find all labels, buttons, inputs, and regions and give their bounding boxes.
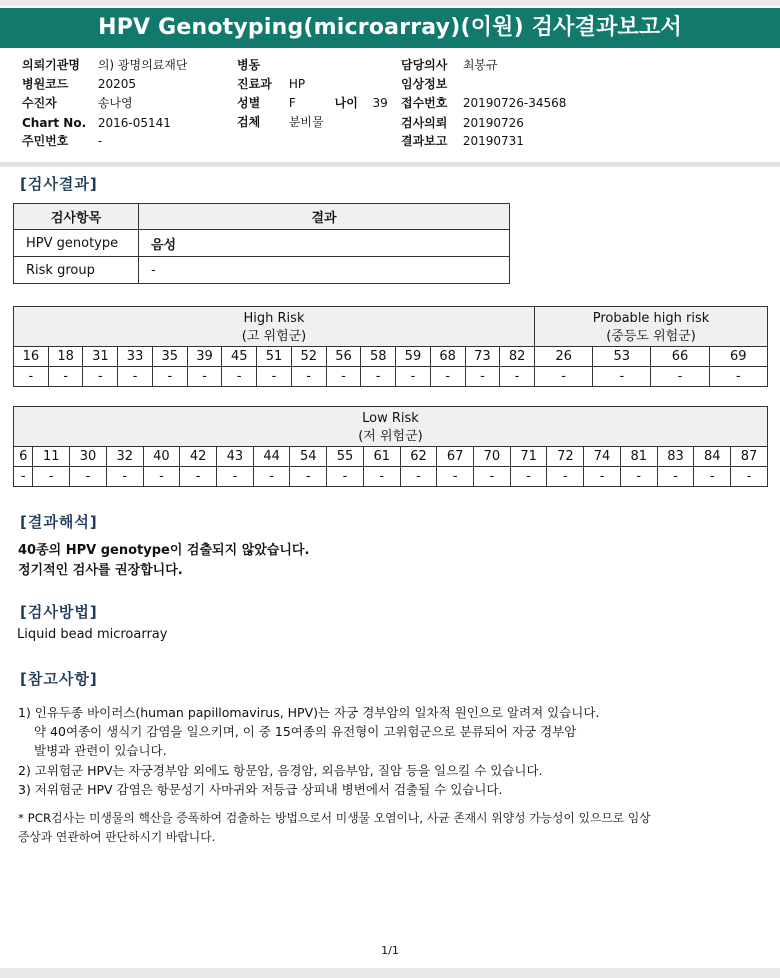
receipt-label: 접수번호 — [401, 96, 448, 110]
bottom-border — [0, 968, 780, 978]
specimen-label: 검체 — [237, 115, 261, 129]
genotype-cell: 58 — [361, 347, 396, 367]
genotype-cell: 26 — [535, 347, 593, 367]
table-cell: - — [327, 467, 364, 487]
genotype-result-cell: - — [465, 367, 500, 387]
genotype-cell: 52 — [291, 347, 326, 367]
resident-value: - — [97, 134, 103, 148]
institution-value: 의) 광명의료재단 — [97, 58, 188, 72]
table-cell: 32 — [106, 447, 143, 467]
table-cell: - — [657, 467, 694, 487]
genotype-cell: 35 — [152, 347, 187, 367]
table-row — [14, 257, 510, 284]
report-label: 결과보고 — [401, 134, 448, 148]
dept-value: HP — [288, 77, 306, 91]
result-item: Risk group — [14, 257, 139, 284]
low-risk-header — [14, 407, 768, 447]
table-cell: 54 — [290, 447, 327, 467]
table-cell: - — [290, 467, 327, 487]
table-cell: - — [363, 467, 400, 487]
resident-label: 주민번호 — [22, 134, 69, 148]
notes-section-title: [참고사항] — [20, 670, 98, 688]
genotype-cell: 56 — [326, 347, 361, 367]
probable-risk-title: Probable high risk — [592, 310, 710, 326]
table-cell: 6 — [14, 447, 33, 467]
dept-label: 진료과 — [237, 77, 272, 91]
genotype-result-cell: - — [709, 367, 767, 387]
sex-value: F — [288, 96, 296, 110]
method-text: Liquid bead microarray — [17, 627, 168, 642]
genotype-result-cell: - — [593, 367, 651, 387]
hospital-code-label: 병원코드 — [22, 77, 69, 91]
low-risk-title: Low Risk — [362, 410, 419, 426]
pcr-note-2: 증상과 연관하여 판단하시기 바랍니다. — [18, 830, 216, 844]
note-1c: 발병과 관련이 있습니다. — [34, 743, 167, 758]
low-value-row — [14, 467, 768, 487]
risk-type-row — [14, 347, 768, 367]
table-cell: - — [547, 467, 584, 487]
genotype-cell: 53 — [593, 347, 651, 367]
ward-label: 병동 — [237, 58, 261, 72]
genotype-cell: 73 — [465, 347, 500, 367]
low-type-row — [14, 447, 768, 467]
table-cell: - — [143, 467, 180, 487]
genotype-result-cell: - — [535, 367, 593, 387]
table-cell: 87 — [731, 447, 768, 467]
table-cell: - — [106, 467, 143, 487]
table-cell: - — [400, 467, 437, 487]
request-value: 20190726 — [462, 116, 524, 130]
interpretation-section-title: [결과해석] — [20, 513, 98, 531]
table-cell: - — [510, 467, 547, 487]
table-cell: 43 — [217, 447, 254, 467]
table-cell: - — [474, 467, 511, 487]
pcr-note-1: * PCR검사는 미생물의 핵산을 증폭하여 검출하는 방법으로서 미생물 오염이나, 사균 존재시 위양성 가능성이 있으므로 임상 — [18, 811, 651, 825]
note-2: 2) 고위험군 HPV는 자궁경부암 외에도 항문암, 음경암, 외음부암, 질암 등을 일으킬 수 있습니다. — [18, 763, 543, 778]
genotype-result-cell: - — [83, 367, 118, 387]
genotype-result-cell: - — [500, 367, 535, 387]
genotype-result-cell: - — [291, 367, 326, 387]
genotype-result-cell: - — [118, 367, 153, 387]
result-item: HPV genotype — [14, 230, 139, 257]
genotype-cell: 18 — [48, 347, 83, 367]
table-cell: 70 — [474, 447, 511, 467]
genotype-result-cell: - — [257, 367, 292, 387]
chart-value: 2016-05141 — [97, 116, 171, 130]
specimen-value: 분비물 — [288, 115, 324, 129]
note-1a: 1) 인유두종 바이러스(human papillomavirus, HPV)는 자궁 경부암의 일차적 원인으로 알려져 있습니다. — [18, 705, 600, 720]
table-cell: - — [584, 467, 621, 487]
table-cell: 40 — [143, 447, 180, 467]
receipt-value: 20190726-34568 — [462, 96, 567, 110]
genotype-result-cell: - — [222, 367, 257, 387]
genotype-cell: 45 — [222, 347, 257, 367]
genotype-result-cell: - — [430, 367, 465, 387]
table-row — [14, 230, 510, 257]
table-cell: 42 — [180, 447, 217, 467]
table-cell: - — [731, 467, 768, 487]
page-number: 1/1 — [381, 944, 399, 957]
result-table — [13, 203, 510, 284]
doctor-label: 담당의사 — [401, 58, 448, 72]
top-border — [0, 0, 780, 6]
genotype-result-cell: - — [651, 367, 709, 387]
low-risk-table — [13, 406, 768, 487]
table-cell: - — [14, 467, 33, 487]
report-title: HPV Genotyping(microarray)(이원) 검사결과보고서 — [0, 8, 780, 48]
table-cell: - — [180, 467, 217, 487]
table-cell: - — [217, 467, 254, 487]
table-cell: 74 — [584, 447, 621, 467]
genotype-cell: 68 — [430, 347, 465, 367]
high-risk-title: High Risk — [243, 310, 305, 326]
report-value: 20190731 — [462, 134, 524, 148]
high-risk-header — [14, 307, 535, 347]
table-cell: - — [33, 467, 70, 487]
receiver-label: 수진자 — [22, 96, 57, 110]
result-value: 음성 — [139, 230, 510, 257]
high-risk-subtitle: (고 위험군) — [241, 328, 307, 344]
result-col-result: 결과 — [139, 204, 510, 230]
genotype-result-cell: - — [326, 367, 361, 387]
genotype-result-cell: - — [361, 367, 396, 387]
table-cell: 62 — [400, 447, 437, 467]
table-cell: 81 — [620, 447, 657, 467]
interpretation-line-2: 정기적인 검사를 권장합니다. — [18, 563, 183, 578]
genotype-result-cell: - — [152, 367, 187, 387]
genotype-cell: 59 — [396, 347, 431, 367]
table-cell: 67 — [437, 447, 474, 467]
table-cell: - — [253, 467, 290, 487]
probable-risk-header — [535, 307, 768, 347]
table-cell: 11 — [33, 447, 70, 467]
risk-value-row — [14, 367, 768, 387]
table-cell: - — [437, 467, 474, 487]
genotype-cell: 82 — [500, 347, 535, 367]
table-cell: 30 — [70, 447, 107, 467]
patient-info — [0, 56, 780, 156]
sex-label: 성별 — [237, 96, 261, 110]
interpretation-line-1: 40종의 HPV genotype이 검출되지 않았습니다. — [18, 543, 310, 558]
chart-label: Chart No. — [22, 116, 87, 130]
note-1b: 약 40여종이 생식기 감염을 일으키며, 이 중 15여종의 유전형이 고위험군으로 분류되어 자궁 경부암 — [34, 724, 577, 739]
age-value: 39 — [372, 96, 388, 110]
result-value: - — [139, 257, 510, 284]
result-col-item: 검사항목 — [14, 204, 139, 230]
table-cell: 83 — [657, 447, 694, 467]
genotype-cell: 66 — [651, 347, 709, 367]
table-cell: 61 — [363, 447, 400, 467]
note-3: 3) 저위험군 HPV 감염은 항문성기 사마귀와 저등급 상피내 병변에서 검출될 수 있습니다. — [18, 782, 503, 797]
clinical-label: 임상정보 — [401, 77, 448, 91]
result-section-title: [검사결과] — [20, 175, 98, 193]
genotype-cell: 69 — [709, 347, 767, 367]
genotype-cell: 39 — [187, 347, 222, 367]
doctor-value: 최봉규 — [462, 58, 498, 72]
table-cell: 84 — [694, 447, 731, 467]
receiver-value: 송나영 — [97, 96, 133, 110]
genotype-result-cell: - — [48, 367, 83, 387]
genotype-result-cell: - — [187, 367, 222, 387]
genotype-cell: 16 — [14, 347, 49, 367]
table-cell: 71 — [510, 447, 547, 467]
genotype-result-cell: - — [396, 367, 431, 387]
probable-risk-subtitle: (중등도 위험군) — [606, 328, 696, 344]
table-cell: - — [620, 467, 657, 487]
institution-label: 의뢰기관명 — [22, 58, 80, 72]
table-cell: 55 — [327, 447, 364, 467]
hospital-code-value: 20205 — [97, 77, 137, 91]
age-label: 나이 — [334, 96, 358, 110]
genotype-cell: 31 — [83, 347, 118, 367]
genotype-cell: 33 — [118, 347, 153, 367]
genotype-result-cell: - — [14, 367, 49, 387]
low-risk-subtitle: (저 위험군) — [358, 428, 423, 444]
table-cell: - — [70, 467, 107, 487]
table-cell: 44 — [253, 447, 290, 467]
high-risk-table — [13, 306, 768, 387]
method-section-title: [검사방법] — [20, 603, 98, 621]
request-label: 검사의뢰 — [401, 116, 448, 130]
genotype-cell: 51 — [257, 347, 292, 367]
section-divider — [0, 162, 780, 167]
table-cell: 72 — [547, 447, 584, 467]
table-cell: - — [694, 467, 731, 487]
